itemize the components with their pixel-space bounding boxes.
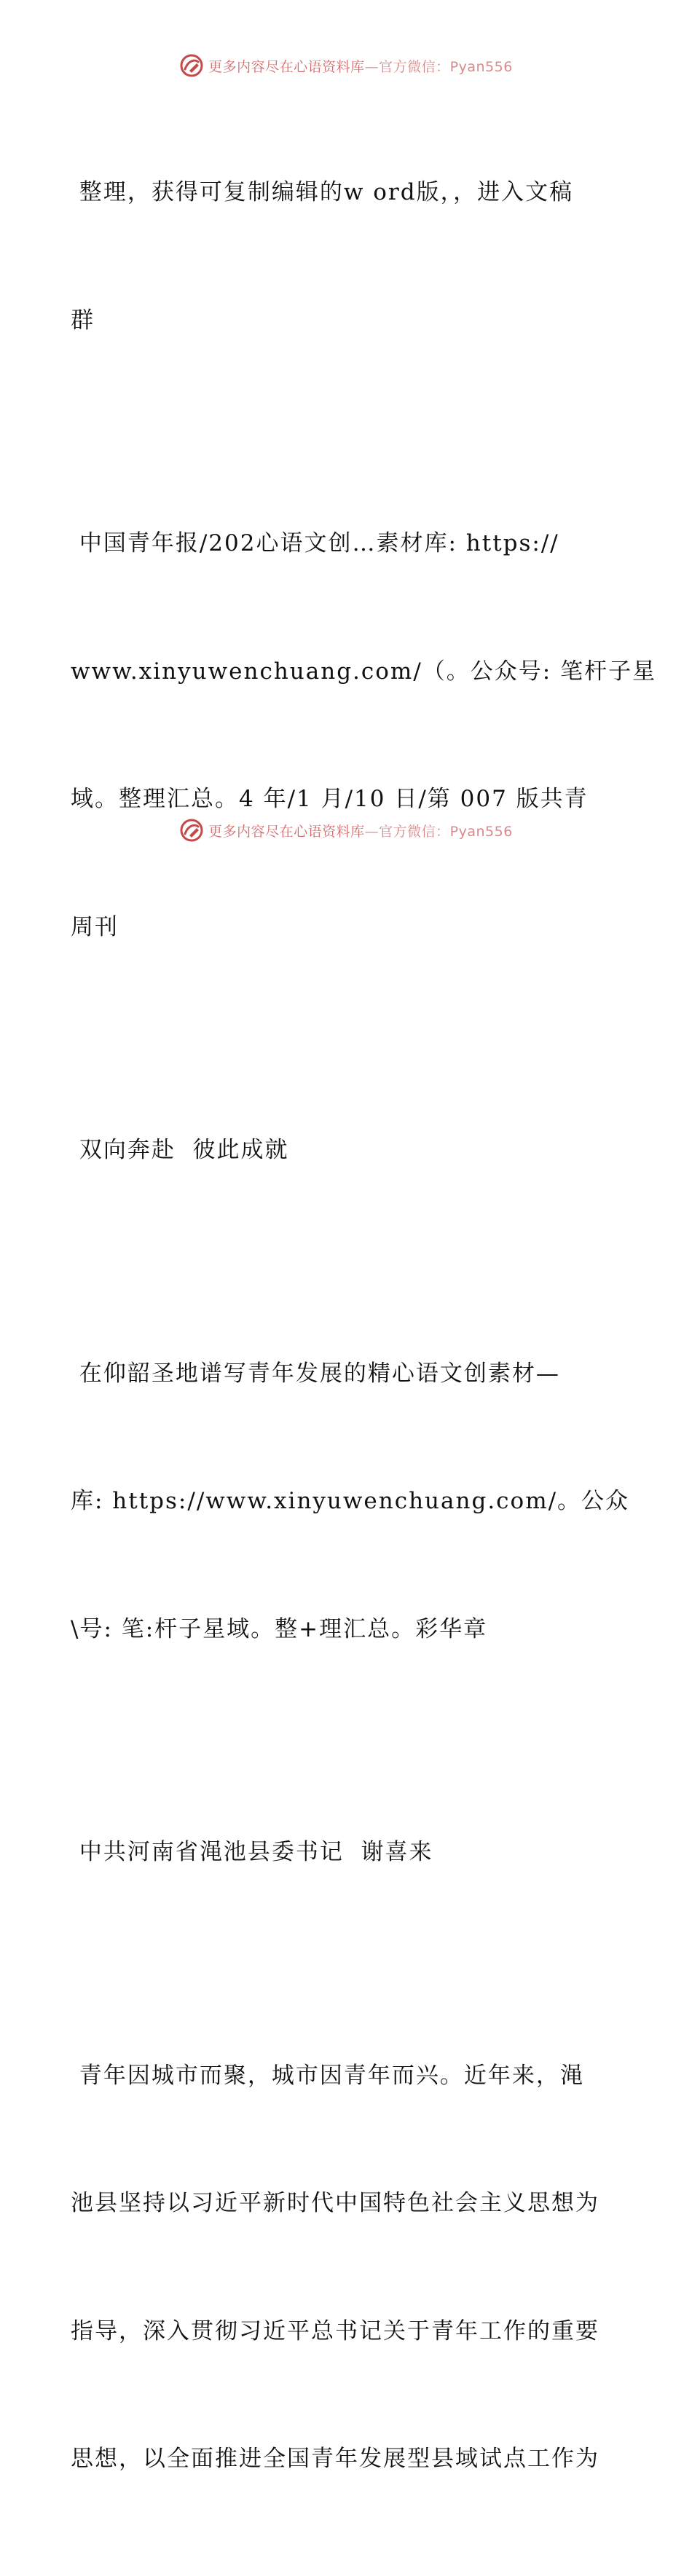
document-body <box>71 86 657 2576</box>
text-line: 周刊 <box>71 913 119 940</box>
paragraph-source <box>71 437 657 1033</box>
text-line: 在仰韶圣地谱写青年发展的精心语文创素材— <box>71 1360 560 1387</box>
text-line: www.xinyuwenchuang.com/（。公众号: 笔杆子星 <box>71 658 657 685</box>
paragraph-author <box>71 1746 632 1959</box>
text-line: 群 <box>71 307 95 334</box>
swirl-pen-logo-icon <box>179 53 204 78</box>
banner-wechat-text: 官方微信：Pyan556 <box>379 823 513 840</box>
text-line: 整理，获得可复制编辑的w ord版，，进入文稿 <box>71 179 574 205</box>
banner-text <box>208 56 513 76</box>
banner-separator: — <box>364 823 380 840</box>
text-line: 青年因城市而聚，城市因青年而兴。近年来，渑 <box>71 2062 584 2089</box>
banner-main-text: 更多内容尽在心语资料库 <box>208 823 365 840</box>
paragraph-title <box>71 1044 632 1257</box>
text-line: 指导，深入贯彻习近平总书记关于青年工作的重要 <box>71 2317 599 2344</box>
text-line: 域。整理汇总。4 年/1 月/10 日/第 007 版共青 <box>71 786 589 812</box>
paragraph-note <box>71 86 632 427</box>
footer-banner <box>0 816 692 845</box>
banner-wechat-text: 官方微信：Pyan556 <box>379 58 513 75</box>
banner-separator: — <box>364 58 380 75</box>
banner-text <box>208 821 513 840</box>
banner-main-text: 更多内容尽在心语资料库 <box>208 58 365 75</box>
paragraph-subtitle <box>71 1267 632 1736</box>
text-line: 思想，以全面推进全国青年发展型县域试点工作为 <box>71 2446 599 2472</box>
author-line: 中共河南省渑池县委书记 谢喜来 <box>71 1839 433 1865</box>
swirl-pen-logo-icon <box>179 818 204 843</box>
paragraph-body <box>71 1969 632 2566</box>
article-title: 双向奔赴 彼此成就 <box>71 1137 289 1163</box>
header-banner <box>0 51 692 80</box>
text-line: 库: https://www.xinyuwenchuang.com/。公众 <box>71 1488 630 1514</box>
text-line: 中国青年报/202心语文创…素材库: https:// <box>71 530 559 556</box>
text-line: 池县坚持以习近平新时代中国特色社会主义思想为 <box>71 2190 599 2216</box>
text-line: \号: 笔:杆子星域。整+理汇总。彩华章 <box>71 1615 488 1642</box>
